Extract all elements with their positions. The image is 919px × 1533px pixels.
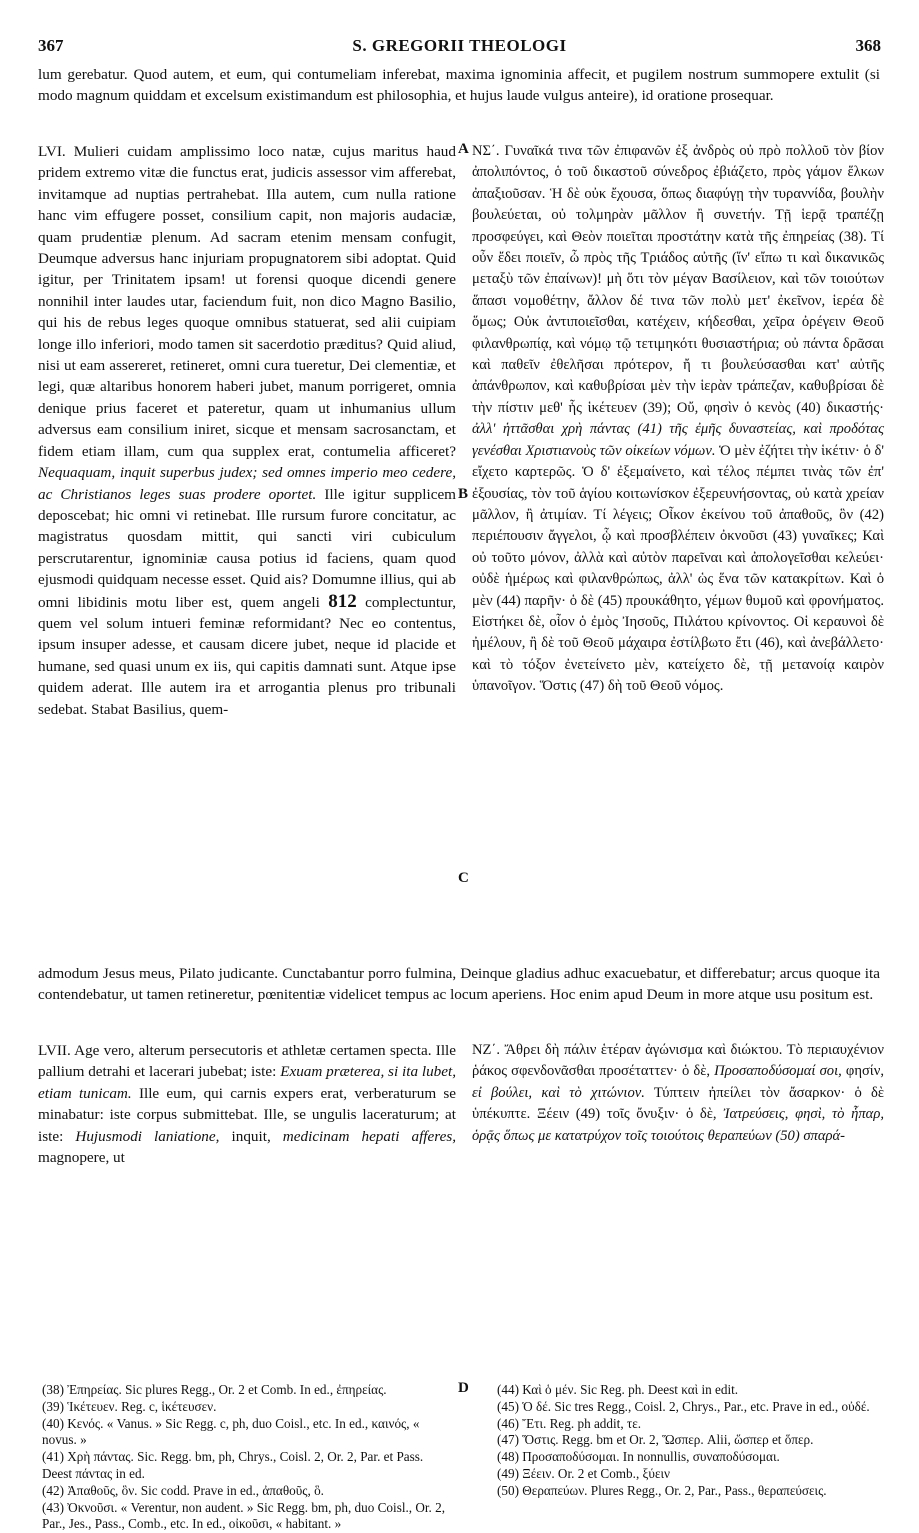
running-header	[38, 36, 881, 58]
footnote-39: (39) Ἱκέτευεν. Reg. c, ἱκέτευσεν.	[42, 1398, 217, 1414]
greek57-c-italic: Ἰατρεύσεις, φησὶ, τὸ ἧπαρ, ὁρᾷς ὅπως με κατατρύχον τοῖς τοιούτοις θεραπεύων (50) σπαρά-	[472, 1106, 884, 1144]
right-page-number: 368	[855, 36, 881, 55]
section-56-latin	[38, 141, 456, 720]
latin57-d: magnopere, ut	[38, 1149, 125, 1167]
latin57-a-italic: Exuam præterea, si ita lubet, etiam tunicam.	[38, 1063, 457, 1102]
section-56-greek	[472, 141, 884, 698]
footnotes-right	[497, 1382, 883, 1500]
latin57-b-italic: Hujusmodi laniatione,	[75, 1127, 220, 1145]
footnote-43: (43) Ὀκνοῦσι. « Verentur, non audent. » Sic Regg. bm, ph, duo Coisl., Or. 2, Par., Jes., Pass., Comb., etc. In ed., οἰκοῦσι, « habitant. »	[42, 1499, 446, 1532]
latin-text-3: complectuntur, quem vel solum intueri feminæ reformidant? Nec eo contentus, ipsum insuper adesse, et causam dicere jubet, neque id placide et humane, sed quasi unum ex iis, qui capitis damnati sunt. Atque ipse quidem aderat. Ille autem ira et arrogantia plenus pro tribunali sedebat. Stabat Basilius, quem-	[38, 593, 456, 718]
section-57-greek	[472, 1040, 884, 1147]
greek57-c: Τύπτειν ἠπείλει τὸν ἄσαρκον· ὁ δὲ ὑπέκυπτε. Ξέειν (49) τοῖς ὄνυξιν· ὁ δὲ,	[472, 1084, 885, 1123]
latin-italic-1: Nequaquam, inquit superbus judex; sed omnes imperio meo cedere, ac Christianos leges suas prodere oportet.	[38, 464, 456, 503]
latin57-c-italic: medicinam hepati afferes,	[282, 1127, 457, 1145]
latin57-a: LVII. Age vero, alterum persecutoris et athletæ certamen specta. Ille pallium detrahi et lacerari jubebat; iste:	[38, 1042, 456, 1081]
footnote-45: (45) Ὁ δέ. Sic tres Regg., Coisl. 2, Chrys., Par., etc. Prave in ed., οὐδέ.	[497, 1398, 870, 1414]
footnote-41: (41) Χρὴ πάντας. Sic. Regg. bm, ph, Chrys., Coisl. 2, Or. 2, Par. et Pass. Deest πάντας in ed.	[42, 1449, 424, 1481]
margin-letter-c: C	[458, 870, 469, 886]
greek57-a: ΝΖ΄. Ἄθρει δὴ πάλιν ἑτέραν ἀγώνισμα καὶ διώκτου. Τὸ περιαυχένιον ῥάκος σφενδονᾶσθαι προσέταττεν· ὁ δὲ,	[472, 1042, 884, 1080]
footnote-50: (50) Θεραπεύων. Plures Regg., Or. 2, Par., Pass., θεραπεύσεις.	[497, 1482, 827, 1498]
greek-text-2: Ὁ μὲν ἐζήτει τὴν ἱκέτιν· ὁ δ' εἴχετο καρτερῶς. Ὁ δ' ἐξεμαίνετο, καὶ τέλος πέμπει τινὰς τῶν ἐπ' ἐξουσίας, τὸν τοῦ ἁγίου κοιτωνίσκον ἐξερευνήσοντας, οὐ κατὰ χρείαν μᾶλλον, ἢ ἀτιμίαν. Τί λέγεις; Οἶκον ἐκείνου τοῦ ἀπαθοῦς, ὃν (42) περιέπουσιν ἄγγελοι, ᾧ καὶ προσβλέπειν ὀκνοῦσι (43) γυναῖκες; Καὶ οὐ τοῦτο μόνον, ἀλλὰ καὶ αὐτὸν παρεῖναι καὶ ἀπολογεῖσθαι κελεύει· οὐδὲ ἡμέρως καὶ φιλανθρώπως, ἀλλ' ὡς ἕνα τῶν κατακρίτων. Καὶ ὁ μὲν (44) παρῆν· ὁ δὲ (45) προυκάθητο, γέμων θυμοῦ καὶ φρονήματος. Εἱστήκει δὲ, οἷον ὁ ἐμὸς Ἰησοῦς, Πιλάτου κρίνοντος. Οἱ κεραυνοὶ δὲ ἠμέλουν, ἢ δὲ τοῦ Θεοῦ μάχαιρα ἐστίλβωτο ἔτι (46), καὶ ἀνεβάλλετο· καὶ τὸ τόξον ἐνετείνετο μὲν, κατείχετο δὲ, τῇ μετανοίᾳ καιρὸν ὑπανοῖγον. Ὅστις (47) δὴ τοῦ Θεοῦ νόμος.	[472, 442, 884, 695]
margin-letter-d: D	[458, 1380, 469, 1396]
page-title: S. GREGORII THEOLOGI	[352, 36, 567, 55]
margin-letter-a: A	[458, 141, 469, 157]
footnote-46: (46) Ἔτι. Reg. ph addit, τε.	[497, 1415, 642, 1431]
latin-text-1: LVI. Mulieri cuidam amplissimo loco natæ, cujus maritus haud pridem extremo vitæ die functus erat, judicis assessor vim afferebat, invitamque ad nuptias pertrahebat. Illa autem, cum nulla ratione hanc vim effugere posset, consilium capit, non majoris audaciæ, quam prudentiæ plenum. Ad sacram etenim mensam confugit, Deumque adversus hanc injuriam propugnatorem sibi adoptat. Quid igitur, per Trinitatem ipsam! ut forensi quoque dicendi genere nonnihil inter laudes utar, faciendum fuit, non dico Magno Basilio, qui his de rebus leges quoque omnibus statuerat, sed alii cuipiam longe illo inferiori, modo tamen sit sacerdotio præditus? Quid aliud, nisi ut eam assereret, retineret, omni cura tueretur, Dei clementiæ, et legi, quæ altaribus honorem haberi jubet, manum porrigeret, omnia denique prius faceret et pateretur, quam ut inhumanius ullum adversus eam consilium iniret, sicque et mensam sacrosanctam, et fidem etiam illam, cum qua supplex erat, contumelia afficeret?	[38, 143, 456, 460]
latin-text-2: Ille igitur supplicem deposcebat; hic omni vi retinebat. Ille rursum furore concitatur, ac magistratus quosdam mittit, qui sancti viri cubiculum perscrutarentur, ignominiæ causa potius id faciens, quam quod ejusmodi quidquam necesse esset. Quid ais? Domumne illius, qui ab omni libidinis motu liber est, quem angeli	[38, 485, 456, 611]
greek57-b: φησίν,	[845, 1063, 884, 1080]
greek57-b-italic: εἰ βούλει, καὶ τὸ χιτώνιον.	[472, 1084, 645, 1101]
greek-text-1: ΝΣ΄. Γυναῖκά τινα τῶν ἐπιφανῶν ἐξ ἀνδρὸς οὐ πρὸ πολλοῦ τὸν βίον ἀπολιπόντος, ὁ τοῦ δικαστοῦ σύνεδρος ἐβιάζετο, πρὸς γάμον ἕλκων ἀπαξιοῦσαν. Ἡ δὲ οὐκ ἔχουσα, ὅπως διαφύγῃ τὴν τυραννίδα, βουλὴν βουλεύεται, οὐ τολμηρὰν μᾶλλον ἢ συνετήν. Τῇ ἱερᾷ τραπέζῃ προσφεύγει, καὶ Θεὸν ποιεῖται προστάτην κατὰ τῆς ἐπηρείας (38). Τί οὖν ἔδει ποιεῖν, ὦ πρὸς τῆς Τριάδος αὐτῆς (ἵν' εἴπω τι καὶ δικανικῶς μεταξὺ τῶν ἐπαίνων)! μὴ ὅτι τὸν μέγαν Βασίλειον, καὶ τῶν τοιούτων ἅπασι νομοθέτην, ἄλλον δέ τινα τῶν πολὺ μετ' ἐκεῖνον, ἱερέα δὲ ὅμως; Οὐκ ἀντιποιεῖσθαι, κατέχειν, κήδεσθαι, χεῖρα ὀρέγειν Θεοῦ φιλανθρωπίᾳ, καὶ νόμῳ τῷ τετιμηκότι θυσιαστήρια; οὐ πάντα δρᾶσαι καὶ παθεῖν ἐθελῆσαι πρότερον, ἤ τι βουλεύσασθαι κατ' αὐτῆς ἀπάνθρωπον, καὶ καθυβρίσαι μὲν τὴν ἱερὰν τράπεζαν, καθυβρίσαι δὲ τὴν πίστιν μεθ' ἧς ἱκέτευεν (39); Οὔ, φησὶν ὁ κενὸς (40) δικαστής·	[472, 143, 884, 416]
footnote-44: (44) Καὶ ὁ μέν. Sic Reg. ph. Deest καὶ in edit.	[497, 1382, 739, 1397]
footnote-38: (38) Ἐπηρείας. Sic plures Regg., Or. 2 et Comb. In ed., ἐπηρείας.	[42, 1382, 387, 1397]
greek57-a-italic: Προσαποδύσομαί σοι,	[714, 1063, 842, 1080]
footnotes-left	[42, 1382, 452, 1533]
left-page-number: 367	[38, 36, 64, 55]
greek-italic-1: ἀλλ' ἡττᾶσθαι χρὴ πάντας (41) τῆς ἐμῆς δυναστείας, καὶ προδότας γενέσθαι Χριστιανοὺς τῶν οἰκείων νόμων.	[472, 421, 884, 459]
footnote-42: (42) Ἀπαθοῦς, ὃν. Sic codd. Prave in ed., ἀπαθοῦς, ὃ.	[42, 1482, 324, 1498]
latin57-c: inquit,	[231, 1127, 271, 1145]
footnote-48: (48) Προσαποδύσομαι. In nonnullis, συναποδύσομαι.	[497, 1449, 780, 1465]
column-number: 812	[328, 590, 357, 612]
footnote-40: (40) Κενός. « Vanus. » Sic Regg. c, ph, duo Coisl., etc. In ed., καινός, « novus. »	[42, 1415, 420, 1448]
section-57-latin	[38, 1040, 456, 1168]
footnote-47: (47) Ὅστις. Regg. bm et Or. 2, Ὥσπερ. Alii, ὥσπερ et ὅπερ.	[497, 1432, 814, 1448]
footnote-49: (49) Ξέειν. Or. 2 et Comb., ξύειν	[497, 1465, 671, 1481]
bridge-paragraph: admodum Jesus meus, Pilato judicante. Cunctabantur porro fulmina, Deinque gladius adhuc exacuebatur, et differebatur; arcus quoque ita contendebatur, ut tamen retineretur, pœnitentiæ videlicet tempus ac locum aperiens. Hoc enim apud Deum in more atque usu positum est.	[38, 965, 880, 1004]
margin-letter-b: B	[458, 486, 469, 502]
latin57-b: Ille eum, qui carnis expers erat, verberaturum se minabatur: iste corpus submittebat. Ille, se ungulis laceraturum; at iste:	[38, 1084, 457, 1145]
intro-paragraph: lum gerebatur. Quod autem, et eum, qui contumeliam inferebat, maxima ignominia affecit, et pugilem nostrum summopere extulit (si modo magnum quiddam et excelsum existimandum est philosophia, et hujus laude vulgus anteire), id oratione prosequar.	[38, 66, 880, 105]
